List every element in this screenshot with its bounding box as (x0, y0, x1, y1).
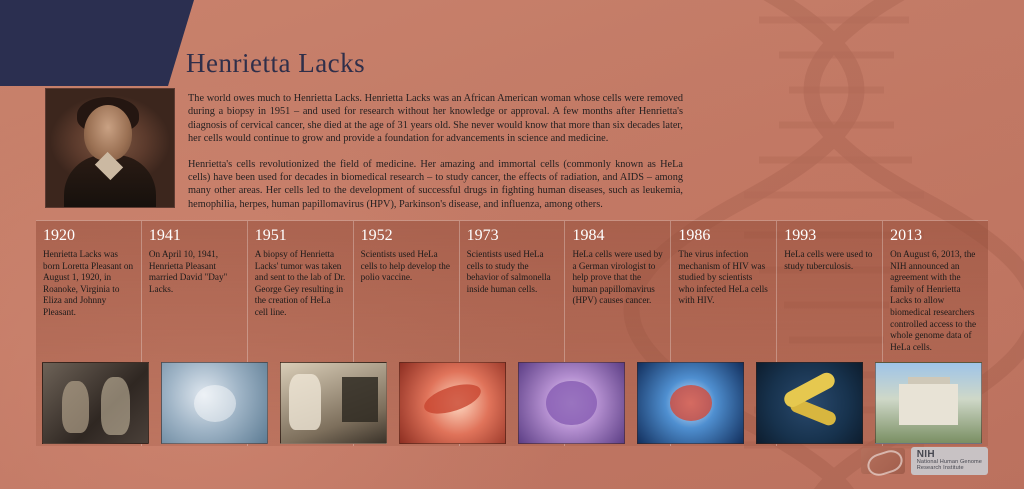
nih-emblem-icon (861, 448, 905, 474)
intro-paragraph-2: Henrietta's cells revolutionized the field of medicine. Her amazing and immortal cells (commonly known as HeLa cells) have been used for decades in biomedical research – to study cancer, the effects of radiation, and AIDS – among many other areas. Her cells led to the development of successful drugs in fighting human diseases, such as leukemia, hemophilia, herpes, human papillomavirus (HPV), Parkinson's disease, and influenza, among others. (188, 158, 683, 210)
timeline-photo-strip (36, 362, 988, 442)
timeline-year: 1941 (148, 227, 181, 244)
intro-text (188, 92, 683, 223)
timeline-event-text: The virus infection mechanism of HIV was studied by scientists who infected HeLa cells with HIV. (678, 249, 768, 306)
timeline-year: 1952 (360, 227, 393, 244)
timeline-event-text: On August 6, 2013, the NIH announced an agreement with the family of Henrietta Lacks to allow biomedical researchers controlled access to the whole genome data of HeLa cells. (890, 249, 977, 352)
timeline-event-text: A biopsy of Henrietta Lacks' tumor was taken and sent to the lab of Dr. George Gey resulting in the creation of HeLa cell line. (254, 249, 346, 317)
laboratory-technician-photo (280, 362, 387, 444)
intro-paragraph-1: The world owes much to Henrietta Lacks. Henrietta Lacks was an African American woman whose cells were removed during a biopsy in 1951 – and used for research without her knowledge or approval. A few months after Henrietta's diagnosis of cervical cancer, she died at the age of 31 years old. She never would know that more than six decades later, her cells would continue to grow and provide a foundation for advancements in science and medicine. (188, 93, 683, 145)
timeline-event-text: Scientists used HeLa cells to help develop the polio vaccine. (360, 249, 450, 283)
henrietta-lacks-portrait (45, 88, 175, 208)
nih-logo-text (911, 447, 988, 475)
nih-building-photo (875, 362, 982, 444)
cell-culture-micrograph (161, 362, 268, 444)
timeline-event-text: HeLa cells were used to study tuberculosis. (784, 249, 873, 271)
nih-institute-line-1: National Human Genome (916, 459, 982, 466)
hpv-virus-render (637, 362, 744, 444)
timeline-event-text: Scientists used HeLa cells to study the behavior of salmonella inside human cells. (466, 249, 551, 294)
timeline-event-text: HeLa cells were used by a German virologist to help prove that the human papillomavirus (HPV) causes cancer. (572, 249, 663, 306)
polio-virus-micrograph (399, 362, 506, 444)
header-accent-block (0, 0, 168, 86)
timeline-year: 1973 (466, 227, 499, 244)
timeline-year: 1993 (784, 227, 817, 244)
timeline-event-text: Henrietta Lacks was born Loretta Pleasant on August 1, 1920, in Roanoke, Virginia to Eliza and Johnny Pleasant. (43, 249, 134, 317)
hiv-virus-micrograph (756, 362, 863, 444)
nih-acronym: NIH (916, 448, 935, 460)
timeline-year: 1920 (43, 227, 75, 244)
family-photograph (42, 362, 149, 444)
page-title: Henrietta Lacks (186, 48, 366, 78)
timeline-year: 1951 (254, 227, 287, 244)
timeline-event-text: On April 10, 1941, Henrietta Pleasant married David "Day" Lacks. (148, 249, 228, 294)
salmonella-cell-micrograph (518, 362, 625, 444)
timeline-year: 2013 (890, 227, 923, 244)
timeline-year: 1986 (678, 227, 711, 244)
nih-logo (861, 447, 988, 475)
nih-institute-line-2: Research Institute (916, 465, 964, 472)
timeline-year: 1984 (572, 227, 605, 244)
